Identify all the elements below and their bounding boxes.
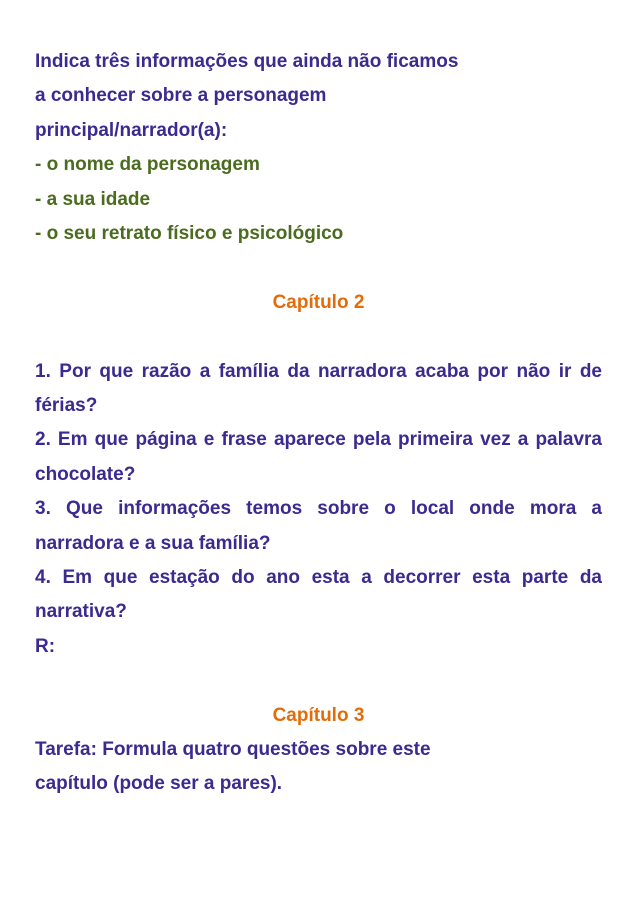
chapter-2-question-1: 1. Por que razão a família da narradora acaba por não ir de férias?: [35, 360, 602, 417]
chapter-3-task-line-2: capítulo (pode ser a pares).: [35, 773, 283, 795]
chapter-3-heading: Capítulo 3: [272, 704, 365, 726]
worksheet-page: [35, 45, 602, 802]
spacer: [35, 664, 602, 698]
answer-label: R:: [35, 635, 56, 657]
intro-line-2: a conhecer sobre a personagem: [35, 85, 327, 107]
chapter-2-question-3: 3. Que informações temos sobre o local onde mora a narradora e a sua família?: [35, 498, 602, 554]
intro-item-portrait: - o seu retrato físico e psicológico: [35, 223, 344, 245]
intro-line-3: principal/narrador(a):: [35, 119, 228, 141]
intro-line-1: Indica três informações que ainda não ficamos: [35, 51, 459, 72]
chapter-2-question-2: 2. Em que página e frase aparece pela primeira vez a palavra chocolate?: [35, 429, 602, 485]
intro-item-age: - a sua idade: [35, 188, 151, 210]
intro-item-name: - o nome da personagem: [35, 154, 260, 176]
spacer: [35, 320, 602, 354]
chapter-2-question-4: 4. Em que estação do ano esta a decorrer esta parte da narrativa?: [35, 567, 602, 623]
chapter-3-task-line-1: Tarefa: Formula quatro questões sobre este: [35, 739, 431, 761]
chapter-2-heading: Capítulo 2: [272, 291, 365, 313]
spacer: [35, 251, 602, 285]
